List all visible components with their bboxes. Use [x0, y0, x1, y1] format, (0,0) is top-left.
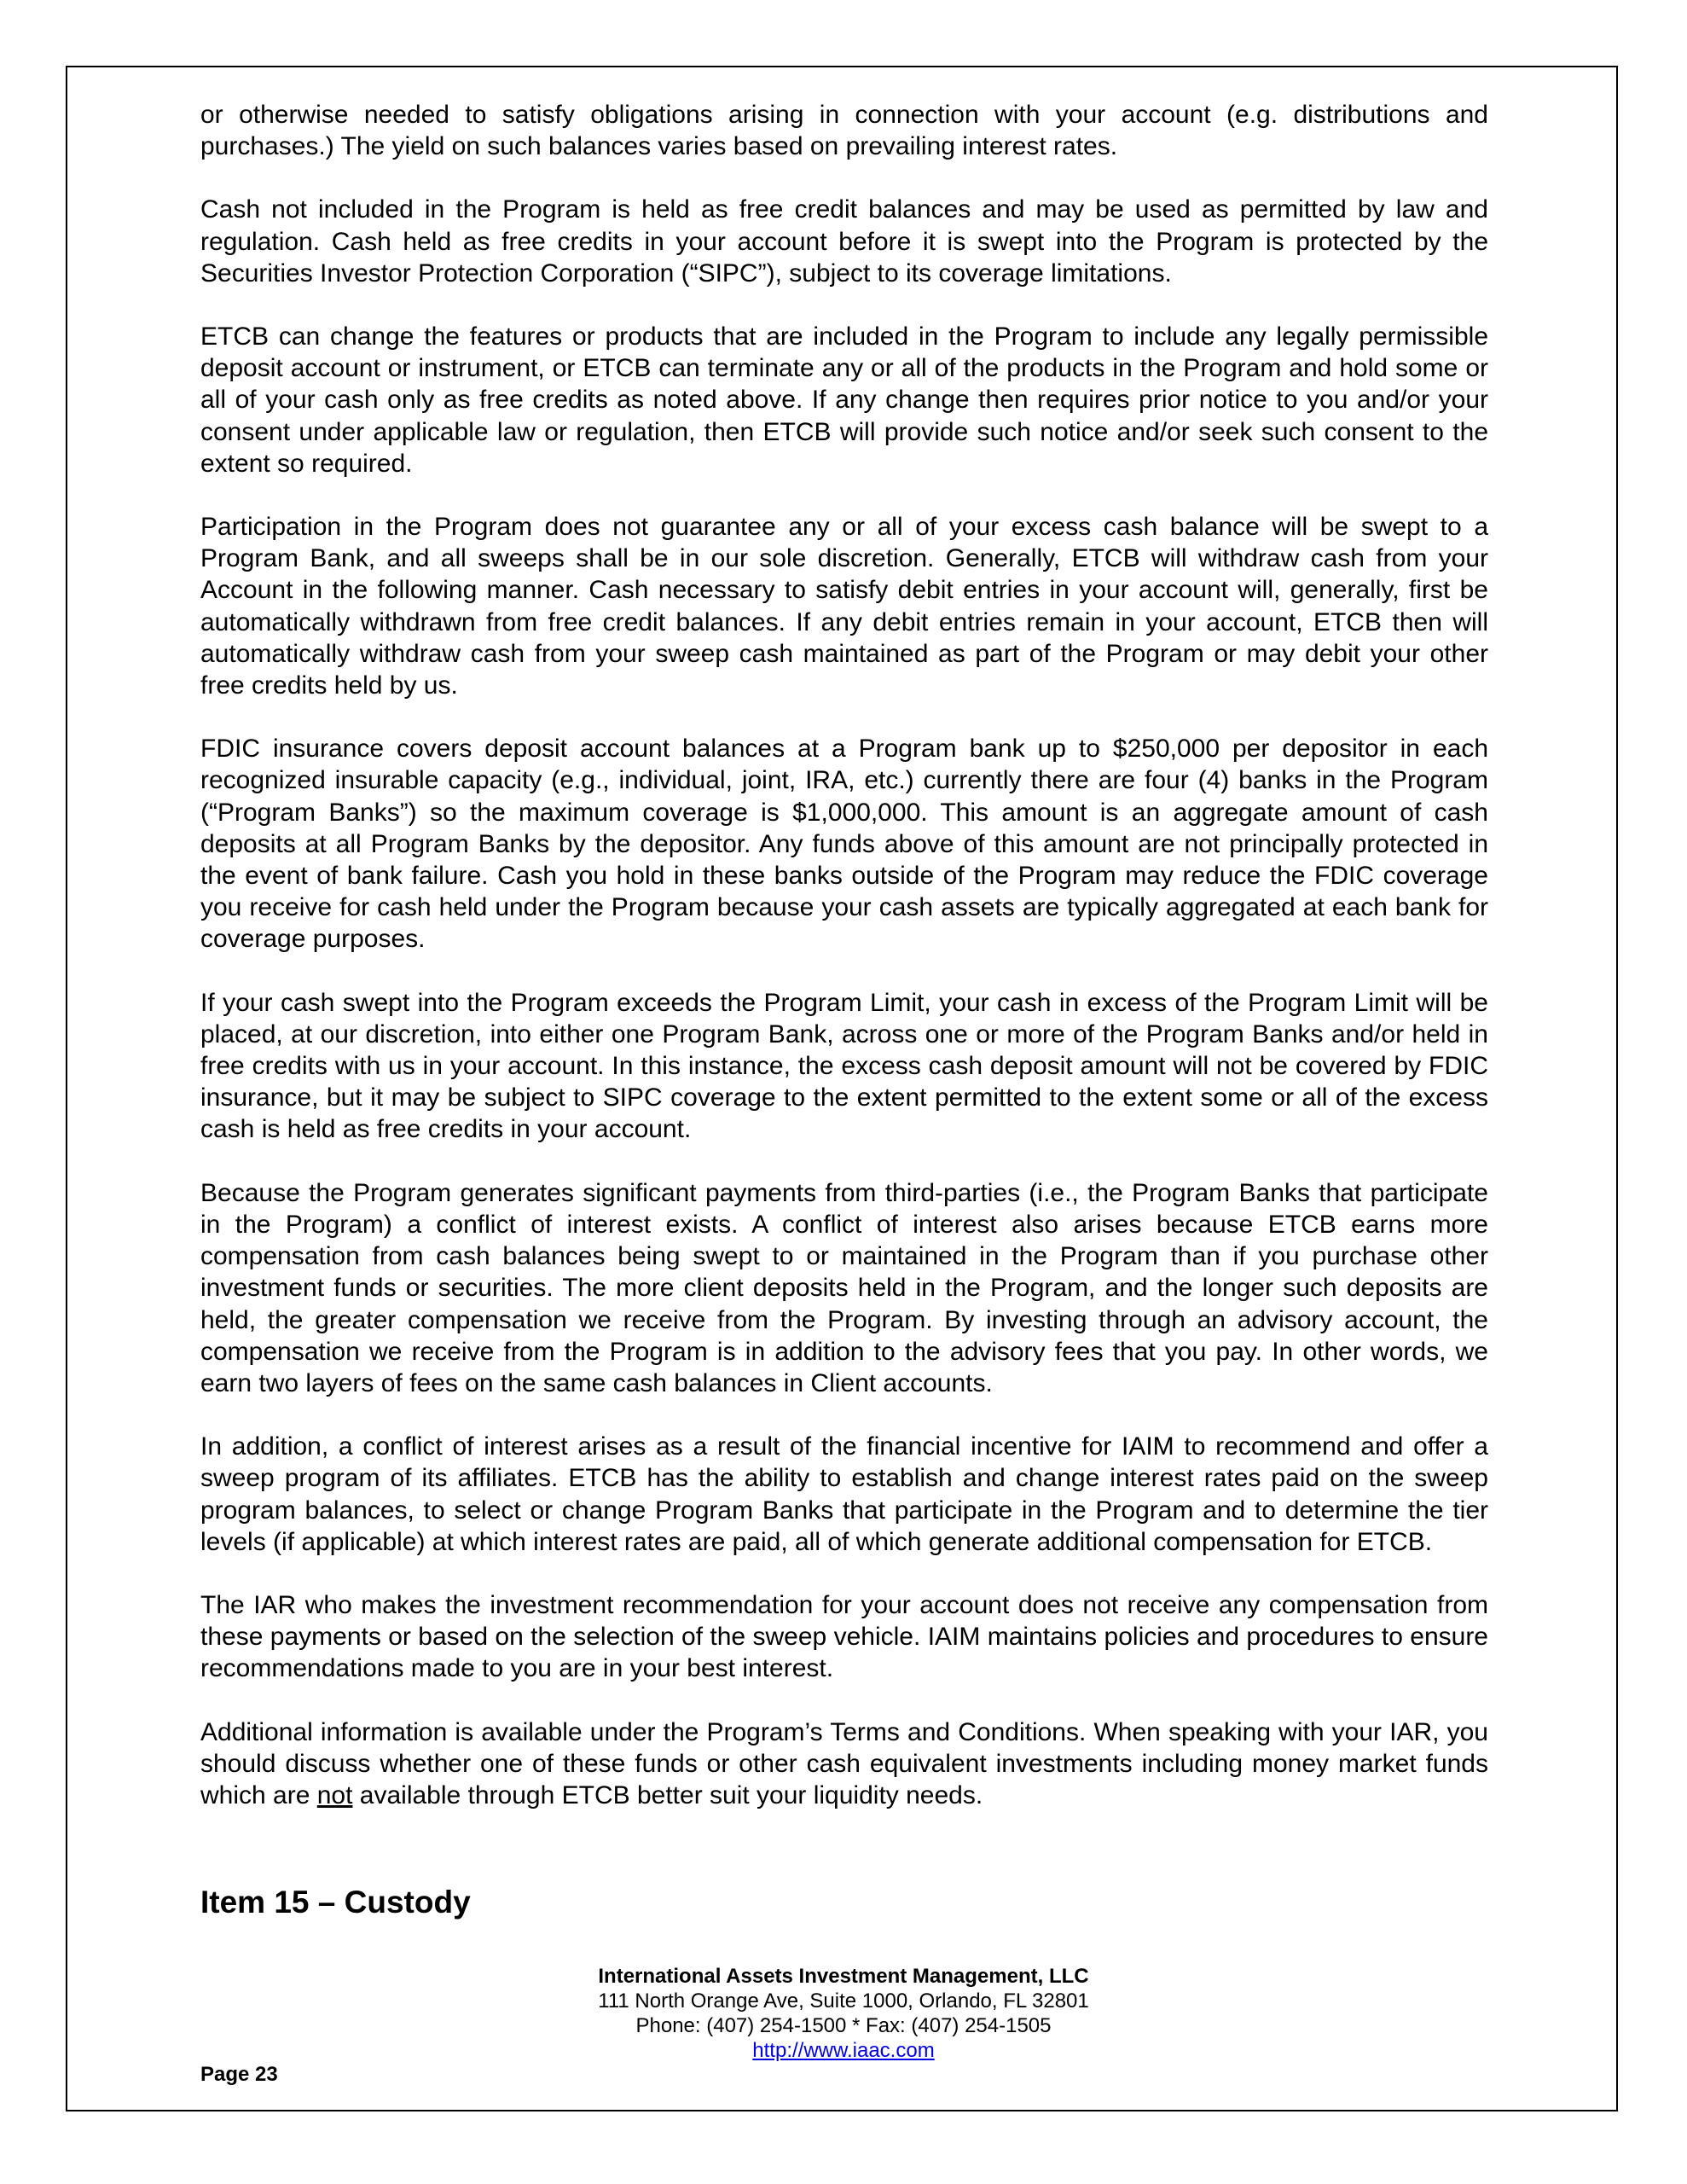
- paragraph-sweep-incentive: In addition, a conflict of interest arises as a result of the financial incentive for IAIM to recommend and offer a sweep program of its affiliates. ETCB has the ability to establish and change interest rates paid on the sweep program balances, to select or change Program Banks that participate in the Program and to determine the tier levels (if applicable) at which interest rates are paid, all of which generate additional compensation for ETCB.: [200, 1432, 1488, 1556]
- additional-information-text-end: available through ETCB better suit your liquidity needs.: [352, 1780, 983, 1809]
- paragraph-conflict-of-interest: Because the Program generates significant payments from third-parties (i.e., the Program Banks that participate in the Program) a conflict of interest exists. A conflict of interest also arises because ETCB earns more compensation from cash balances being swept to or maintained in the Program than if you purchase other investment funds or securities. The more client deposits held in the Program, and the longer such deposits are held, the greater compensation we receive from the Program. By investing through an advisory account, the compensation we receive from the Program is in addition to the advisory fees that you pay. In other words, we earn two layers of fees on the same cash balances in Client accounts.: [200, 1178, 1488, 1397]
- section-heading: Item 15 – Custody: [200, 1885, 471, 1920]
- footer-address: 111 North Orange Ave, Suite 1000, Orlando, FL 32801: [598, 1989, 1089, 2013]
- document-body: [200, 99, 1488, 1811]
- paragraph-additional-information: [200, 1716, 1488, 1812]
- paragraph-iar-compensation: The IAR who makes the investment recommendation for your account does not receive any compensation from these payments or based on the selection of the sweep vehicle. IAIM maintains policies and procedures to ensure recommendations made to you are in your best interest.: [200, 1590, 1488, 1683]
- footer-phone-fax: Phone: (407) 254-1500 * Fax: (407) 254-1505: [635, 2014, 1052, 2037]
- underlined-not: not: [316, 1780, 353, 1809]
- paragraph-participation: Participation in the Program does not guarantee any or all of your excess cash balance will be swept to a Program Bank, and all sweeps shall be in our sole discretion. Generally, ETCB will withdraw cash from your Account in the following manner. Cash necessary to satisfy debit entries in your account will, generally, first be automatically withdrawn from free credit balances. If any debit entries remain in your account, ETCB then will automatically withdraw cash from your sweep cash maintained as part of the Program or may debit your other free credits held by us.: [200, 513, 1488, 700]
- paragraph-fdic-insurance: FDIC insurance covers deposit account balances at a Program bank up to $250,000 per depositor in each recognized insurable capacity (e.g., individual, joint, IRA, etc.) currently there are four (4) banks in the Program (“Program Banks”) so the maximum coverage is $1,000,000. This amount is an aggregate amount of cash deposits at all Program Banks by the depositor. Any funds above of this amount are not principally protected in the event of bank failure. Cash you hold in these banks outside of the Program may reduce the FDIC coverage you receive for cash held under the Program because your cash assets are typically aggregated at each bank for coverage purposes.: [200, 735, 1488, 954]
- page-footer: [0, 1964, 1687, 2063]
- paragraph-program-changes: ETCB can change the features or products that are included in the Program to include any legally permissible deposit account or instrument, or ETCB can terminate any or all of the products in the Program and hold some or all of your cash only as free credits as noted above. If any change then requires prior notice to you and/or your consent under applicable law or regulation, then ETCB will provide such notice and/or seek such consent to the extent so required.: [200, 322, 1488, 478]
- paragraph-free-credits: Cash not included in the Program is held as free credit balances and may be used as permitted by law and regulation. Cash held as free credits in your account before it is swept into the Program is protected by the Securities Investor Protection Corporation (“SIPC”), subject to its coverage limitations.: [200, 195, 1488, 288]
- paragraph-yield: or otherwise needed to satisfy obligations arising in connection with your account (e.g. distributions and purchases.) The yield on such balances varies based on prevailing interest rates.: [200, 101, 1488, 161]
- paragraph-program-limit: If your cash swept into the Program exceeds the Program Limit, your cash in excess of the Program Limit will be placed, at our discretion, into either one Program Bank, across one or more of the Program Banks and/or held in free credits with us in your account. In this instance, the excess cash deposit amount will not be covered by FDIC insurance, but it may be subject to SIPC coverage to the extent permitted to the extent some or all of the excess cash is held as free credits in your account.: [200, 988, 1488, 1144]
- page-number: Page 23: [200, 2063, 278, 2086]
- footer-website-link[interactable]: http://www.iaac.com: [752, 2039, 935, 2062]
- additional-information-text: Additional information is available under the Program’s Terms and Conditions. When speaking with your IAR, you should discuss whether one of these funds or other cash equivalent investments including money market funds which are: [200, 1717, 1488, 1809]
- footer-company-name: International Assets Investment Management, LLC: [598, 1965, 1089, 1988]
